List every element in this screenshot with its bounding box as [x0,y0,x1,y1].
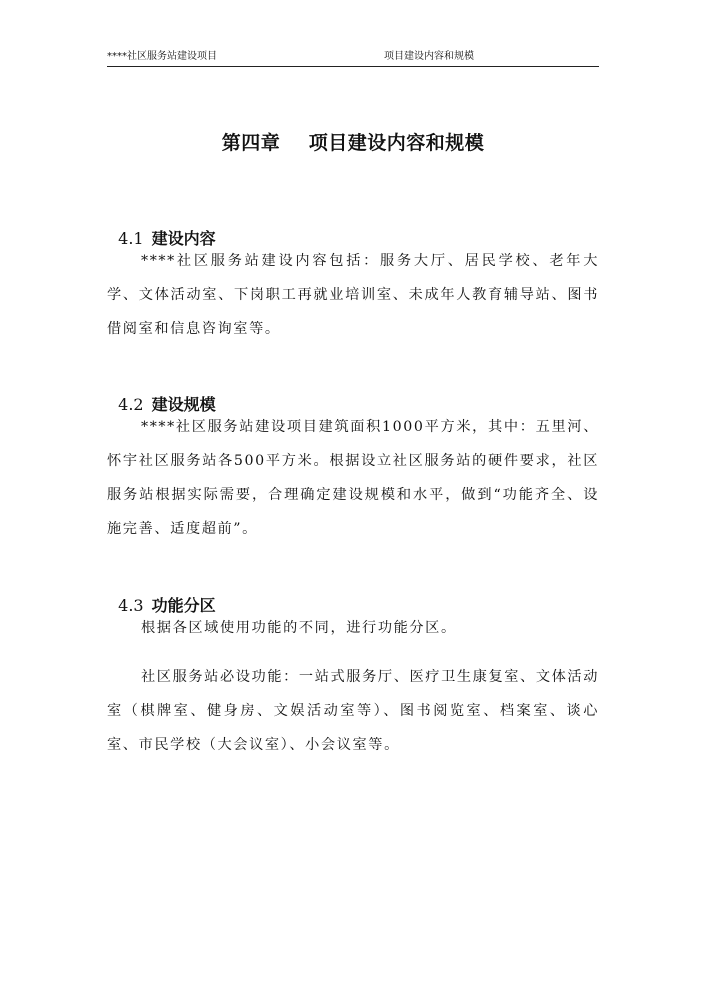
page-header [107,50,599,66]
section-number: 4.1 [118,229,144,248]
section-title: 功能分区 [151,596,216,615]
header-chapter-name: 项目建设内容和规模 [384,51,474,62]
paragraph-construction-scale: ****社区服务站建设项目建筑面积1000平方米，其中：五里河、怀宇社区服务站各500平方米。根据设立社区服务站的硬件要求，社区服务站根据实际需要，合理确定建设规模和水平，做到“功能齐全、设施完善、适度超前”。 [107,419,599,537]
paragraph-required-functions: 社区服务站必设功能：一站式服务厅、医疗卫生康复室、文体活动室（棋牌室、健身房、文娱活动室等）、图书阅览室、档案室、谈心室、市民学校（大会议室）、小会议室等。 [107,669,599,753]
paragraph-construction-content: ****社区服务站建设内容包括：服务大厅、居民学校、老年大学、文体活动室、下岗职工再就业培训室、未成年人教育辅导站、图书借阅室和信息咨询室等。 [107,253,599,337]
header-divider [107,66,599,67]
section-title: 建设规模 [151,395,216,414]
paragraph-functional-zoning: 根据各区域使用功能的不同，进行功能分区。 [141,620,457,636]
header-project-name: ****社区服务站建设项目 [107,51,217,62]
section-title: 建设内容 [151,229,216,248]
section-number: 4.3 [118,596,144,615]
chapter-title: 第四章 项目建设内容和规模 [221,132,485,154]
section-number: 4.2 [118,395,144,414]
